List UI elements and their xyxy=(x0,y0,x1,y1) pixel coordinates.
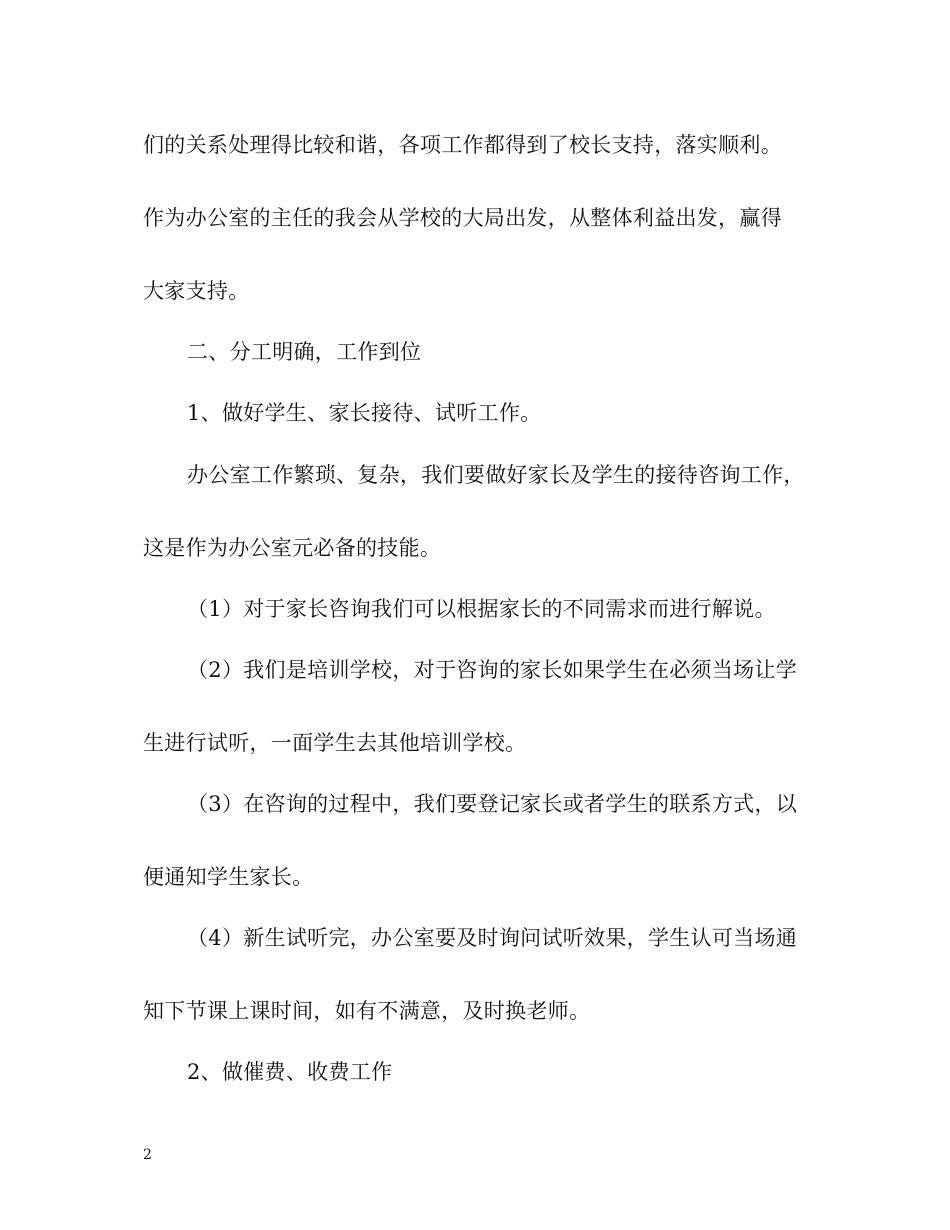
list-item-3-continued: 便通知学生家长。 xyxy=(143,865,314,889)
paragraph-line-4: 办公室工作繁琐、复杂，我们要做好家长及学生的接待咨询工作， xyxy=(187,463,805,487)
subsection-heading-1: 1、做好学生、家长接待、试听工作。 xyxy=(187,401,542,425)
paragraph-line-1: 们的关系处理得比较和谐，各项工作都得到了校长支持，落实顺利。 xyxy=(143,133,782,157)
list-item-2-continued: 生进行试听，一面学生去其他培训学校。 xyxy=(143,731,527,755)
paragraph-line-5: 这是作为办公室元必备的技能。 xyxy=(143,536,442,560)
paragraph-line-3: 大家支持。 xyxy=(143,279,250,303)
paragraph-line-2: 作为办公室的主任的我会从学校的大局出发，从整体利益出发，赢得 xyxy=(143,206,782,230)
list-item-3: （3）在咨询的过程中，我们要登记家长或者学生的联系方式，以 xyxy=(187,792,798,816)
list-item-2: （2）我们是培训学校，对于咨询的家长如果学生在必须当场让学 xyxy=(187,658,798,682)
page-number: 2 xyxy=(143,1147,152,1163)
subsection-heading-2: 2、做催费、收费工作 xyxy=(187,1060,393,1084)
list-item-1: （1）对于家长咨询我们可以根据家长的不同需求而进行解说。 xyxy=(187,597,776,621)
section-heading: 二、分工明确，工作到位 xyxy=(187,340,422,364)
list-item-4-continued: 知下节课上课时间，如有不满意，及时换老师。 xyxy=(143,999,591,1023)
list-item-4: （4）新生试听完，办公室要及时询问试听效果，学生认可当场通 xyxy=(187,926,798,950)
